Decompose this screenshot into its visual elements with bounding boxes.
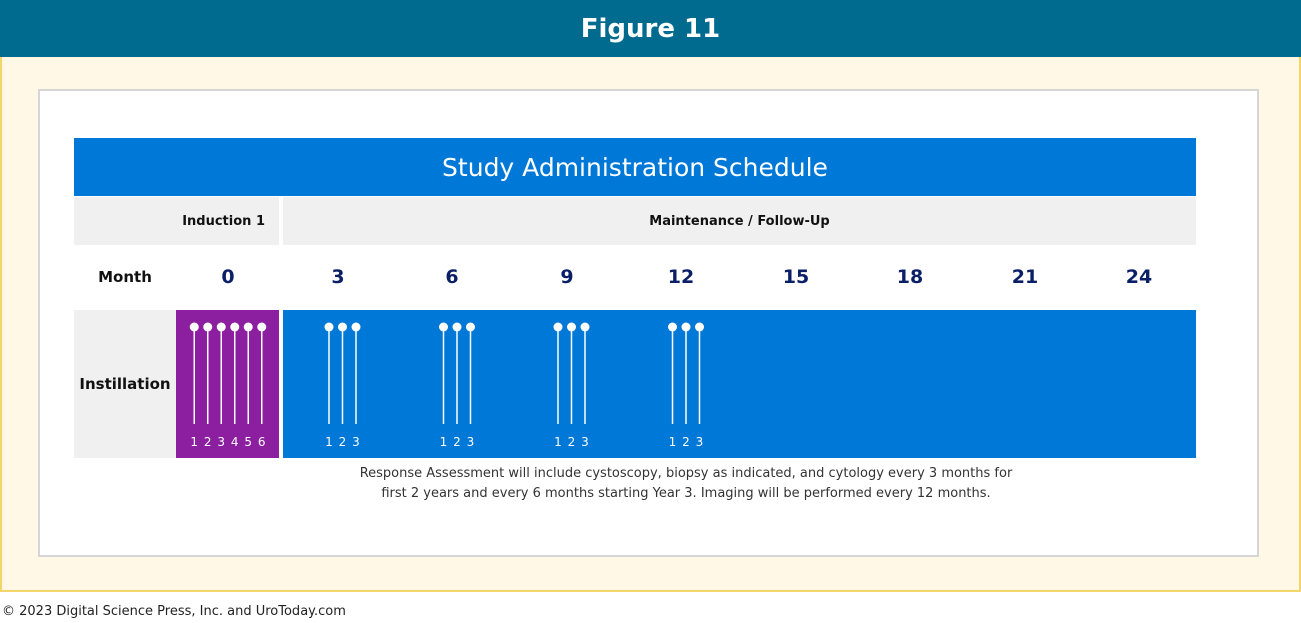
instillation-dose-number: 3 <box>352 435 360 449</box>
schedule-title-bar <box>74 138 1196 196</box>
copyright-text: © 2023 Digital Science Press, Inc. and UroToday.com <box>2 604 346 619</box>
instillation-dose-number: 5 <box>244 435 253 449</box>
figure-header <box>0 0 1301 57</box>
instillation-dose-number: 4 <box>230 435 239 449</box>
instillation-dose-number: 1 <box>325 435 333 449</box>
instillation-dose-number: 1 <box>554 435 562 449</box>
instillation-dose-number: 3 <box>217 435 226 449</box>
month-24: 24 <box>1125 266 1153 288</box>
instillation-dose-number: 1 <box>439 435 448 449</box>
instillation-dose-number: 2 <box>203 435 212 449</box>
phase-induction <box>74 197 279 245</box>
month-6: 6 <box>445 266 459 288</box>
note-line-2: first 2 years and every 6 months starting Year 3. Imaging will be performed every 12 months. <box>381 486 991 501</box>
instillation-dose-number: 1 <box>668 435 677 449</box>
instillation-label: Instillation <box>79 375 171 393</box>
phase-induction-label: Induction 1 <box>182 213 265 229</box>
figure-title: Figure 11 <box>580 13 721 44</box>
schedule-title: Study Administration Schedule <box>442 152 828 182</box>
month-18: 18 <box>896 266 924 288</box>
instillation-dose-number: 1 <box>190 435 199 449</box>
instillation-dose-number: 2 <box>338 435 347 449</box>
month-12: 12 <box>667 266 695 288</box>
maintenance-instillation-block <box>283 310 1196 458</box>
phase-maintenance <box>283 197 1196 245</box>
instillation-dose-number: 3 <box>695 435 704 449</box>
month-0: 0 <box>221 266 235 288</box>
instillation-dose-number: 2 <box>567 435 576 449</box>
month-row-label: Month <box>98 268 152 286</box>
instillation-dose-number: 2 <box>453 435 461 449</box>
phase-maintenance-label: Maintenance / Follow-Up <box>649 213 830 229</box>
induction-instillation-block <box>176 310 279 458</box>
response-assessment-note <box>300 464 1072 504</box>
month-3: 3 <box>331 266 345 288</box>
instillation-dose-number: 3 <box>466 435 475 449</box>
month-21: 21 <box>1011 266 1039 288</box>
instillation-row-label <box>74 310 176 458</box>
month-15: 15 <box>782 266 810 288</box>
month-9: 9 <box>560 266 574 288</box>
note-line-1: Response Assessment will include cystoscopy, biopsy as indicated, and cytology every 3 months for <box>359 466 1013 481</box>
instillation-dose-number: 2 <box>682 435 690 449</box>
instillation-dose-number: 3 <box>581 435 589 449</box>
instillation-dose-number: 6 <box>257 435 266 449</box>
